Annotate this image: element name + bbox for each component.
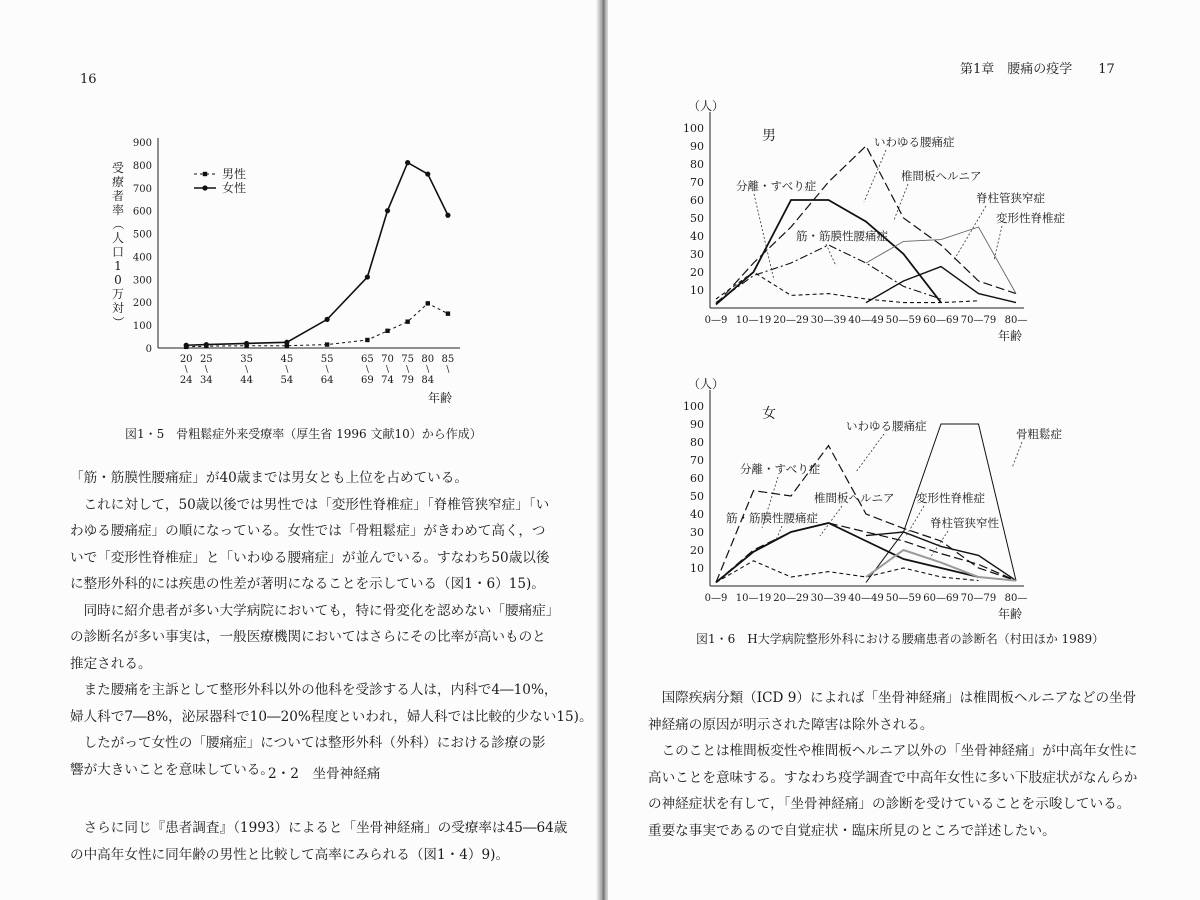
text-line: 同時に紹介患者が多い大学病院においても，特に骨変化を認めない「腰痛症」 <box>70 602 560 619</box>
legend-marker <box>203 172 207 176</box>
y-tick-label: 100 <box>683 122 704 135</box>
x-axis-label: 年齢 <box>428 391 453 405</box>
y-label-char: ） <box>111 315 125 329</box>
y-label-char: 者 <box>111 189 125 203</box>
series-callout-label: 変形性脊椎症 <box>996 211 1065 225</box>
x-tick-label: 0—9 <box>704 593 728 604</box>
y-tick-label: 100 <box>132 321 152 333</box>
data-point <box>445 213 450 218</box>
x-tick-labels <box>180 354 454 386</box>
chart-osteoporosis-visit-rate <box>80 128 480 410</box>
callout-leader <box>1012 442 1022 468</box>
x-tick-label-top: 85 <box>441 354 455 365</box>
chart-title-text: 男 <box>762 128 776 144</box>
data-point <box>365 274 370 279</box>
y-tick-label: 90 <box>690 140 704 153</box>
y-tick-label: 20 <box>690 266 704 279</box>
y-tick-label: 600 <box>132 206 152 218</box>
y-axis-label <box>111 161 125 328</box>
y-label-char: 1 <box>114 259 122 273</box>
callout-leader <box>954 206 986 260</box>
x-tick-label: 40—49 <box>848 593 884 604</box>
series-line-変形性脊椎症 <box>866 227 1016 294</box>
text-line: このことは椎間板変性や椎間板ヘルニア以外の「坐骨神経痛」が中高年女性に <box>648 743 1138 759</box>
chart-diagnoses-male <box>683 90 1066 352</box>
callout-leader <box>930 531 948 558</box>
series-line-椎間板ヘルニア <box>716 200 941 304</box>
page-number: 16 <box>80 72 97 87</box>
x-tick-label: 10—19 <box>735 593 772 604</box>
x-tick-separator: \ <box>285 365 289 375</box>
x-tick-label: 30—39 <box>810 315 847 326</box>
x-tick-label: 80— <box>1004 315 1028 326</box>
y-tick-label: 50 <box>690 490 704 503</box>
callout-leader <box>994 226 1002 260</box>
data-point <box>426 301 430 305</box>
y-tick-labels <box>683 122 704 297</box>
y-tick-label: 10 <box>690 562 704 575</box>
data-point <box>405 160 410 165</box>
x-tick-label-top: 70 <box>381 354 394 365</box>
series-callout-label: 椎間板ヘルニア <box>901 169 982 183</box>
section-title: 2・2 坐骨神経痛 <box>268 766 381 782</box>
y-label-char: 療 <box>111 175 125 189</box>
y-tick-label: 90 <box>690 418 704 431</box>
y-label-char: 口 <box>111 245 125 259</box>
text-line: わゆる腰痛症」の順になっている。女性では「骨粗鬆症」がきわめて高く，つ <box>70 523 546 539</box>
y-label-char: 万 <box>111 287 125 301</box>
x-tick-label-bottom: 34 <box>199 375 213 386</box>
x-tick-label: 0—9 <box>704 315 728 326</box>
x-tick-label-top: 65 <box>361 354 374 365</box>
text-line: 高いことを意味する。すなわち疫学調査で中高年女性に多い下肢症状がなんらか <box>648 769 1138 786</box>
series-callout-label: 分離・すべり症 <box>740 462 821 476</box>
x-tick-label-top: 35 <box>240 354 253 365</box>
x-tick-label-bottom: 54 <box>280 375 294 386</box>
body-paragraph-group <box>70 815 595 868</box>
series-line-筋・筋膜性腰痛症 <box>716 523 979 582</box>
text-line: の診断名が多い事実は，一般医療機関においてはさらにその比率が高いものと <box>70 629 546 645</box>
x-tick-label-top: 20 <box>179 354 193 365</box>
x-tick-label: 30—39 <box>810 593 847 604</box>
series-line-脊柱管狭窄症 <box>866 267 1016 303</box>
data-point <box>204 342 209 347</box>
y-tick-label: 700 <box>132 183 152 195</box>
text-line: 神経痛の原因が明示された障害は除外される。 <box>648 716 934 733</box>
text-line: いで「変形性脊椎症」と「いわゆる腰痛症」が並んでいる。すなわち50歳以後 <box>70 549 550 566</box>
x-tick-separator: \ <box>446 365 450 375</box>
x-tick-label: 70—79 <box>960 315 997 326</box>
data-point <box>325 342 329 346</box>
y-tick-label: 30 <box>690 248 704 261</box>
y-tick-label: 60 <box>690 472 704 485</box>
callout-leader <box>864 150 886 202</box>
y-tick-labels <box>683 400 704 575</box>
x-tick-label-bottom: 44 <box>240 375 253 386</box>
x-axis-label-text: 年齢 <box>998 607 1023 621</box>
body-paragraph-group <box>70 465 595 783</box>
series-callout-label: いわゆる腰痛症 <box>874 135 955 149</box>
x-tick-separator: \ <box>385 365 390 375</box>
callout-leader <box>906 506 924 536</box>
x-tick-label: 10—19 <box>735 315 772 326</box>
y-tick-label: 10 <box>690 284 704 297</box>
x-tick-label: 60—69 <box>923 593 959 604</box>
x-tick-label: 50—59 <box>885 593 922 604</box>
x-tick-labels <box>705 315 1028 326</box>
x-axis-label-text: 年齢 <box>998 329 1023 343</box>
data-point <box>244 341 249 346</box>
x-tick-label-top: 45 <box>280 354 294 365</box>
x-tick-separator: \ <box>204 365 208 375</box>
x-tick-labels <box>705 593 1028 604</box>
y-label-char: 受 <box>111 161 125 175</box>
x-tick-label: 50—59 <box>885 315 922 326</box>
legend-label: 男性 <box>222 167 247 181</box>
callout-leader <box>820 506 842 536</box>
x-tick-separator: \ <box>426 365 430 375</box>
chart-title <box>762 406 776 422</box>
data-point <box>325 317 330 322</box>
y-label-char: 人 <box>111 231 125 245</box>
data-point <box>385 208 390 213</box>
y-tick-label: 80 <box>690 158 704 171</box>
y-tick-label: 300 <box>132 275 152 287</box>
legend-marker <box>202 185 207 190</box>
chart-axes <box>710 112 1024 308</box>
left-page <box>0 0 598 900</box>
series-callouts <box>736 135 1065 280</box>
series-callout-label: 筋・筋膜性腰痛症 <box>796 229 888 243</box>
x-tick-label-bottom: 69 <box>361 375 374 386</box>
y-unit-label: （人） <box>688 99 725 113</box>
data-point <box>446 311 450 315</box>
x-tick-label-bottom: 79 <box>401 375 415 386</box>
y-tick-label: 30 <box>690 526 704 539</box>
text-line: 響が大きいことを意味している。 <box>70 761 274 778</box>
y-tick-label: 50 <box>690 212 704 225</box>
chart-diagnoses-female <box>683 368 1066 621</box>
x-tick-label: 80— <box>1004 593 1028 604</box>
series-callout-label: いわゆる腰痛症 <box>846 419 927 433</box>
chart-title <box>762 128 776 144</box>
series-callout-label: 脊柱管狭窄症 <box>976 191 1045 205</box>
text-line: したがって女性の「腰痛症」については整形外科（外科）における診療の影 <box>70 735 546 751</box>
y-tick-label: 40 <box>690 230 704 243</box>
chart-legend <box>194 166 246 195</box>
text-line: これに対して，50歳以後では男性では「変形性脊椎症」「脊椎管狭窄症」「い <box>70 496 550 513</box>
y-label-char: 率 <box>111 203 125 217</box>
figure-caption: 図1・5 骨粗鬆症外来受療率（厚生省 1996 文献10）から作成） <box>125 427 482 441</box>
y-tick-label: 20 <box>690 544 704 557</box>
right-page <box>608 0 1200 900</box>
text-line: また腰痛を主訴として整形外科以外の他科を受診する人は，内科で4―10%， <box>70 682 558 698</box>
series-line-分離・すべり症 <box>716 272 979 303</box>
x-tick-label: 20—29 <box>773 315 809 326</box>
text-line: の神経症状を有して，「坐骨神経痛」の診断を受けていることを示唆している。 <box>648 796 1131 812</box>
text-line: 重要な事実であるので自覚症状・臨床所見のところで詳述したい。 <box>648 822 1056 839</box>
text-line: の中高年女性に同年齢の男性と比較して高率にみられる（図1・4）9)。 <box>70 846 510 863</box>
callout-leader <box>856 434 884 472</box>
y-tick-labels <box>133 138 152 355</box>
data-point <box>385 329 389 333</box>
x-tick-separator: \ <box>365 365 369 375</box>
y-tick-label: 200 <box>132 298 152 310</box>
x-tick-label-bottom: 74 <box>381 375 394 386</box>
x-tick-label-top: 75 <box>401 354 415 365</box>
y-tick-label: 80 <box>690 436 704 449</box>
series-callout-label: 分離・すべり症 <box>736 179 817 193</box>
y-tick-label: 800 <box>132 160 152 172</box>
series-callout-label: 椎間板ヘルニア <box>814 491 895 505</box>
chart-title-text: 女 <box>762 406 776 422</box>
y-label-char: （ <box>111 217 125 231</box>
x-tick-label: 60—69 <box>923 315 959 326</box>
chart-axes <box>158 138 460 348</box>
y-tick-label: 900 <box>132 138 152 149</box>
data-point <box>405 319 409 323</box>
y-axis-unit <box>688 99 724 113</box>
y-unit-label: （人） <box>688 377 725 391</box>
y-tick-label: 70 <box>690 176 704 189</box>
y-tick-label: 0 <box>145 344 152 355</box>
x-tick-label: 40—49 <box>848 315 884 326</box>
x-tick-label-top: 25 <box>199 354 213 365</box>
body-paragraph-group <box>648 685 1193 844</box>
x-tick-separator: \ <box>325 365 329 375</box>
x-tick-label-bottom: 64 <box>320 375 334 386</box>
data-point <box>365 338 369 342</box>
text-line: 婦人科で7―8%，泌尿器科で10―20%程度といわれ，婦人科では比較的少ない15)。 <box>70 708 593 725</box>
callout-leader <box>894 184 908 220</box>
series-callouts <box>726 419 1062 558</box>
series-callout-label: 骨粗鬆症 <box>1016 427 1062 441</box>
text-line: さらに同じ『患者調査』（1993）によると「坐骨神経痛」の受療率は45―64歳 <box>70 820 568 836</box>
y-tick-label: 60 <box>690 194 704 207</box>
y-axis-unit <box>688 377 724 391</box>
legend-label: 女性 <box>222 181 247 195</box>
text-line: 国際疾病分類（ICD 9）によれば「坐骨神経痛」は椎間板ヘルニアなどの坐骨 <box>648 690 1137 706</box>
series-callout-label: 変形性脊椎症 <box>916 491 985 505</box>
x-tick-separator: \ <box>184 365 188 375</box>
text-line: に整形外科的には疾患の性差が著明になることを示している（図1・6）15)。 <box>70 576 545 592</box>
x-axis-label <box>998 328 1022 343</box>
x-tick-label: 20—29 <box>773 593 809 604</box>
data-point <box>284 340 289 345</box>
series-callout-label: 脊柱管狭窄性 <box>930 516 999 530</box>
data-point <box>184 343 189 348</box>
x-tick-separator: \ <box>245 365 249 375</box>
x-tick-label: 70—79 <box>960 593 997 604</box>
figure-caption: 図1・6 H大学病院整形外科における腰痛患者の診断名（村田ほか 1989） <box>696 632 1105 646</box>
y-label-char: 0 <box>114 273 122 287</box>
x-tick-label-top: 55 <box>320 354 334 365</box>
y-tick-label: 40 <box>690 508 704 521</box>
x-tick-label-bottom: 84 <box>421 375 435 386</box>
y-tick-label: 100 <box>683 400 704 413</box>
y-label-char: 対 <box>111 301 125 315</box>
x-tick-label-bottom: 24 <box>179 375 193 386</box>
y-tick-label: 400 <box>132 252 152 264</box>
text-line: 「筋・筋膜性腰痛症」が40歳までは男女とも上位を占めている。 <box>70 470 468 486</box>
series-callout-label: 筋・筋膜性腰痛症 <box>726 511 818 525</box>
x-tick-separator: \ <box>406 365 410 375</box>
running-header: 第1章 腰痛の疫学 17 <box>960 62 1115 77</box>
series-line-分離・すべり症 <box>716 561 979 583</box>
data-point <box>425 171 430 176</box>
y-tick-label: 500 <box>132 229 152 241</box>
y-tick-label: 70 <box>690 454 704 467</box>
text-line: 推定される。 <box>70 655 152 672</box>
x-axis-label <box>998 606 1022 621</box>
x-tick-label-top: 80 <box>421 354 435 365</box>
